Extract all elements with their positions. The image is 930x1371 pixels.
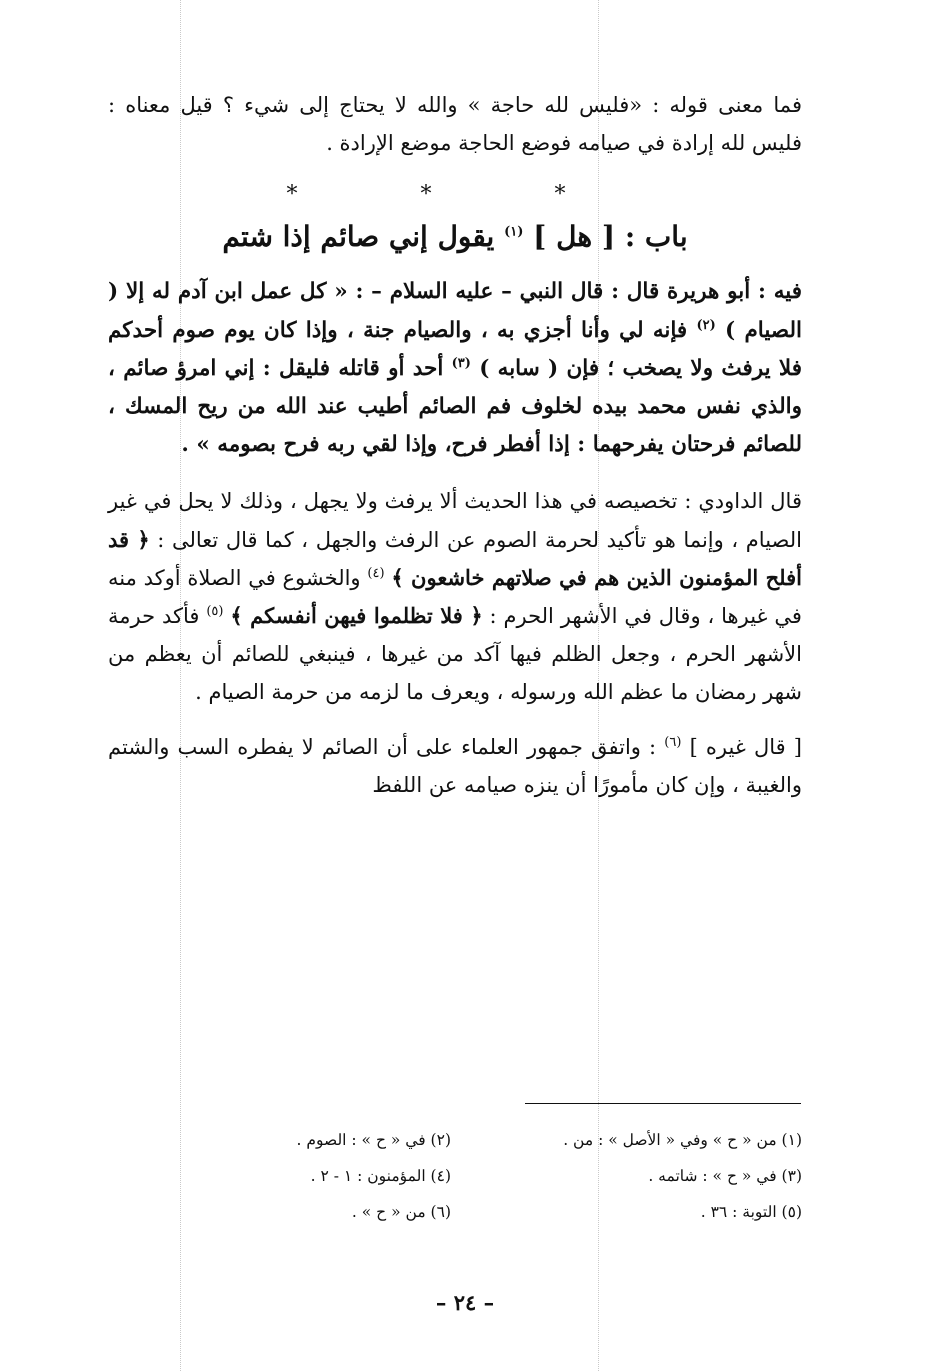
footnote-1: (١) من « ح » وفي « الأصل » : من . [563,1131,802,1149]
consensus-part-b: : واتفق جمهور العلماء على أن الصائم لا يفطره السب والشتم والغيبة ، وإن كان مأمورًا أن ينزه صيامه عن اللفظ [108,734,802,797]
section-separator: * * * [286,182,624,208]
footnote-ref-3: (٣) [451,355,471,371]
commentary-paragraph [108,482,802,711]
consensus-paragraph [108,728,802,804]
intro-paragraph: فما معنى قوله : «فليس لله حاجة » والله لا يحتاج إلى شيء ؟ قيل معناه : فليس لله إرادة في صيامه فوضع الحاجة موضع الإرادة . [108,93,802,156]
heading-before: باب : [ هل ] [533,220,688,254]
page-body [108,86,802,804]
footnote-ref-2: (٢) [696,317,716,333]
footnote-5: (٥) التوبة : ٣٦ . [700,1203,802,1221]
consensus-part-a: [ قال غيره ] [689,734,803,759]
page-number: – ٢٤ – [435,1290,495,1315]
footnote-3: (٣) في « ح » : شاتمه . [648,1167,802,1185]
hadith-paragraph [108,273,802,464]
quran-quote-2: ﴿ فلا تظلموا فيهن أنفسكم ﴾ [230,603,483,629]
footnote-6: (٦) من « ح » . [351,1203,451,1221]
footnote-ref-4: (٤) [367,565,385,581]
heading-after: يقول إني صائم إذا شتم [222,220,495,254]
hadith-part-b: فإنه لي وأنا أجزي به ، والصيام جنة ، وإذا كان يوم صوم أحدكم فلا يرفث ولا يصخب ؛ فإن ( سابه ) [108,317,802,381]
hadith-part-c: أحد أو قاتله فليقل : إني امرؤ صائم ، والذي نفس محمد بيده لخلوف فم الصائم أطيب عند الله من ريح المسك ، للصائم فرحتان يفرحهما : إذا أفطر فرح، وإذا لقي ربه فرح بصومه » . [108,355,802,458]
footnote-4: (٤) المؤمنون : ١ - ٢ . [310,1167,451,1185]
commentary-part-a: قال الداودي : تخصيصه في هذا الحديث ألا يرفث ولا يجهل ، وذلك لا يحل في غير الصيام ، وإنما هو تأكيد لحرمة الصوم عن الرفث والجهل ، كما قال تعالى : [108,489,802,552]
footnote-ref-5: (٥) [206,604,224,620]
chapter-heading [108,215,802,259]
footnote-2: (٢) في « ح » : الصوم . [296,1131,451,1149]
hadith-part-a: فيه : أبو هريرة قال : قال النبي – عليه السلام – : « كل عمل ابن آدم له إلا ( الصيام ) [108,279,802,343]
footnote-ref-1: (١) [504,225,524,241]
footnotes [140,1124,802,1229]
footnote-ref-6: (٦) [664,734,682,750]
footnote-rule [525,1103,801,1104]
quran-quote-1: ﴿ قد أفلح المؤمنون الذين هم في صلاتهم خاشعون ﴾ [108,526,802,590]
commentary-part-b: والخشوع في الصلاة أوكد منه في غيرها ، وقال في الأشهر الحرم : [108,565,802,629]
commentary-part-c: فأكد حرمة الأشهر الحرم ، وجعل الظلم فيها آكد من غيرها ، فينبغي للصائم أن يعظم من شهر رمضان ما عظم الله ورسوله ، ويعرف ما لزمه من حرمة الصيام . [108,604,802,705]
